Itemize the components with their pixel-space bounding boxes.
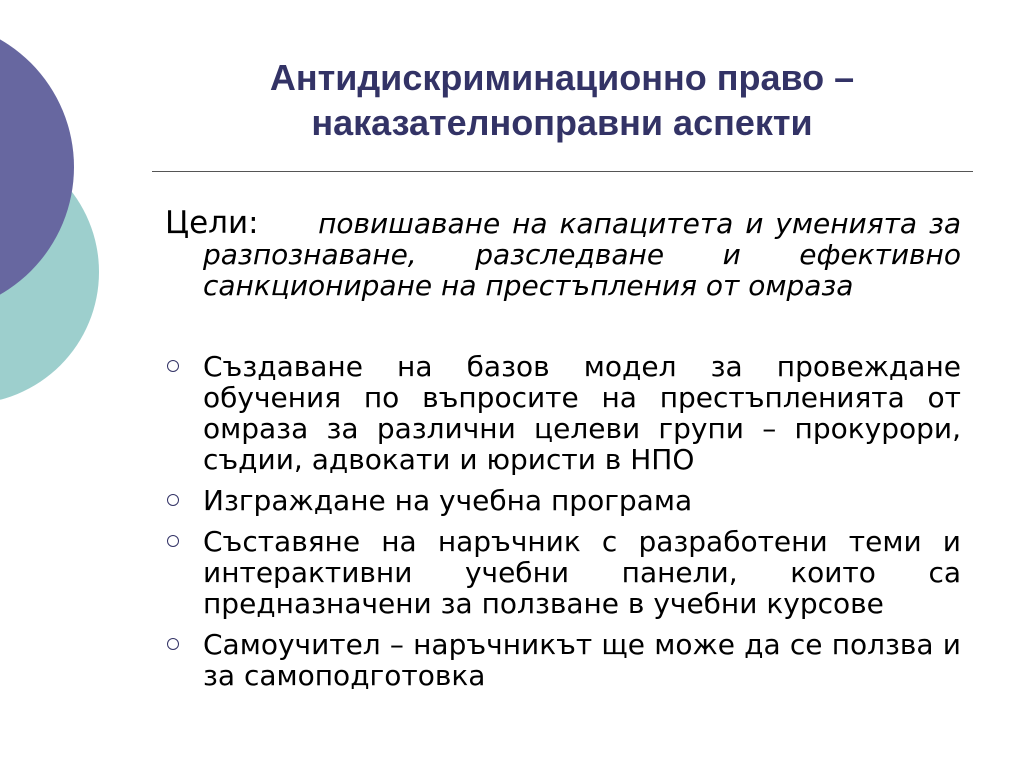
goals-label: Цели: [165,205,259,241]
list-item [165,485,961,516]
list-item [165,629,961,691]
slide-body [165,205,961,701]
circle-bullet-icon [167,360,179,372]
bullet-list [165,351,961,691]
list-item [165,526,961,619]
slide-title-line-2: наказателноправни аспекти [311,102,813,143]
list-item-text: Самоучител – наръчникът ще може да се ползва и за самоподготовка [203,628,961,692]
circle-bullet-icon [167,638,179,650]
slide-title [150,55,974,145]
slide-title-line-1: Антидискриминационно право – [269,57,855,98]
circle-bullet-icon [167,494,179,506]
goals-paragraph [165,205,961,302]
list-item-text: Създаване на базов модел за провеждане обучения по въпросите на престъпленията от омраза за различни целеви групи – прокурори, съдии, адвокати и юристи в НПО [203,350,961,476]
list-item-text: Съставяне на наръчник с разработени теми и интерактивни учебни панели, които са предназначени за ползване в учебни курсове [203,525,961,620]
list-item-text: Изграждане на учебна програма [203,484,693,517]
list-item [165,351,961,475]
goals-text: повишаване на капацитета и уменията за разпознаване, разследване и ефективно санкциониране на престъпления от омраза [203,207,961,302]
title-divider [152,171,973,172]
circle-bullet-icon [167,535,179,547]
